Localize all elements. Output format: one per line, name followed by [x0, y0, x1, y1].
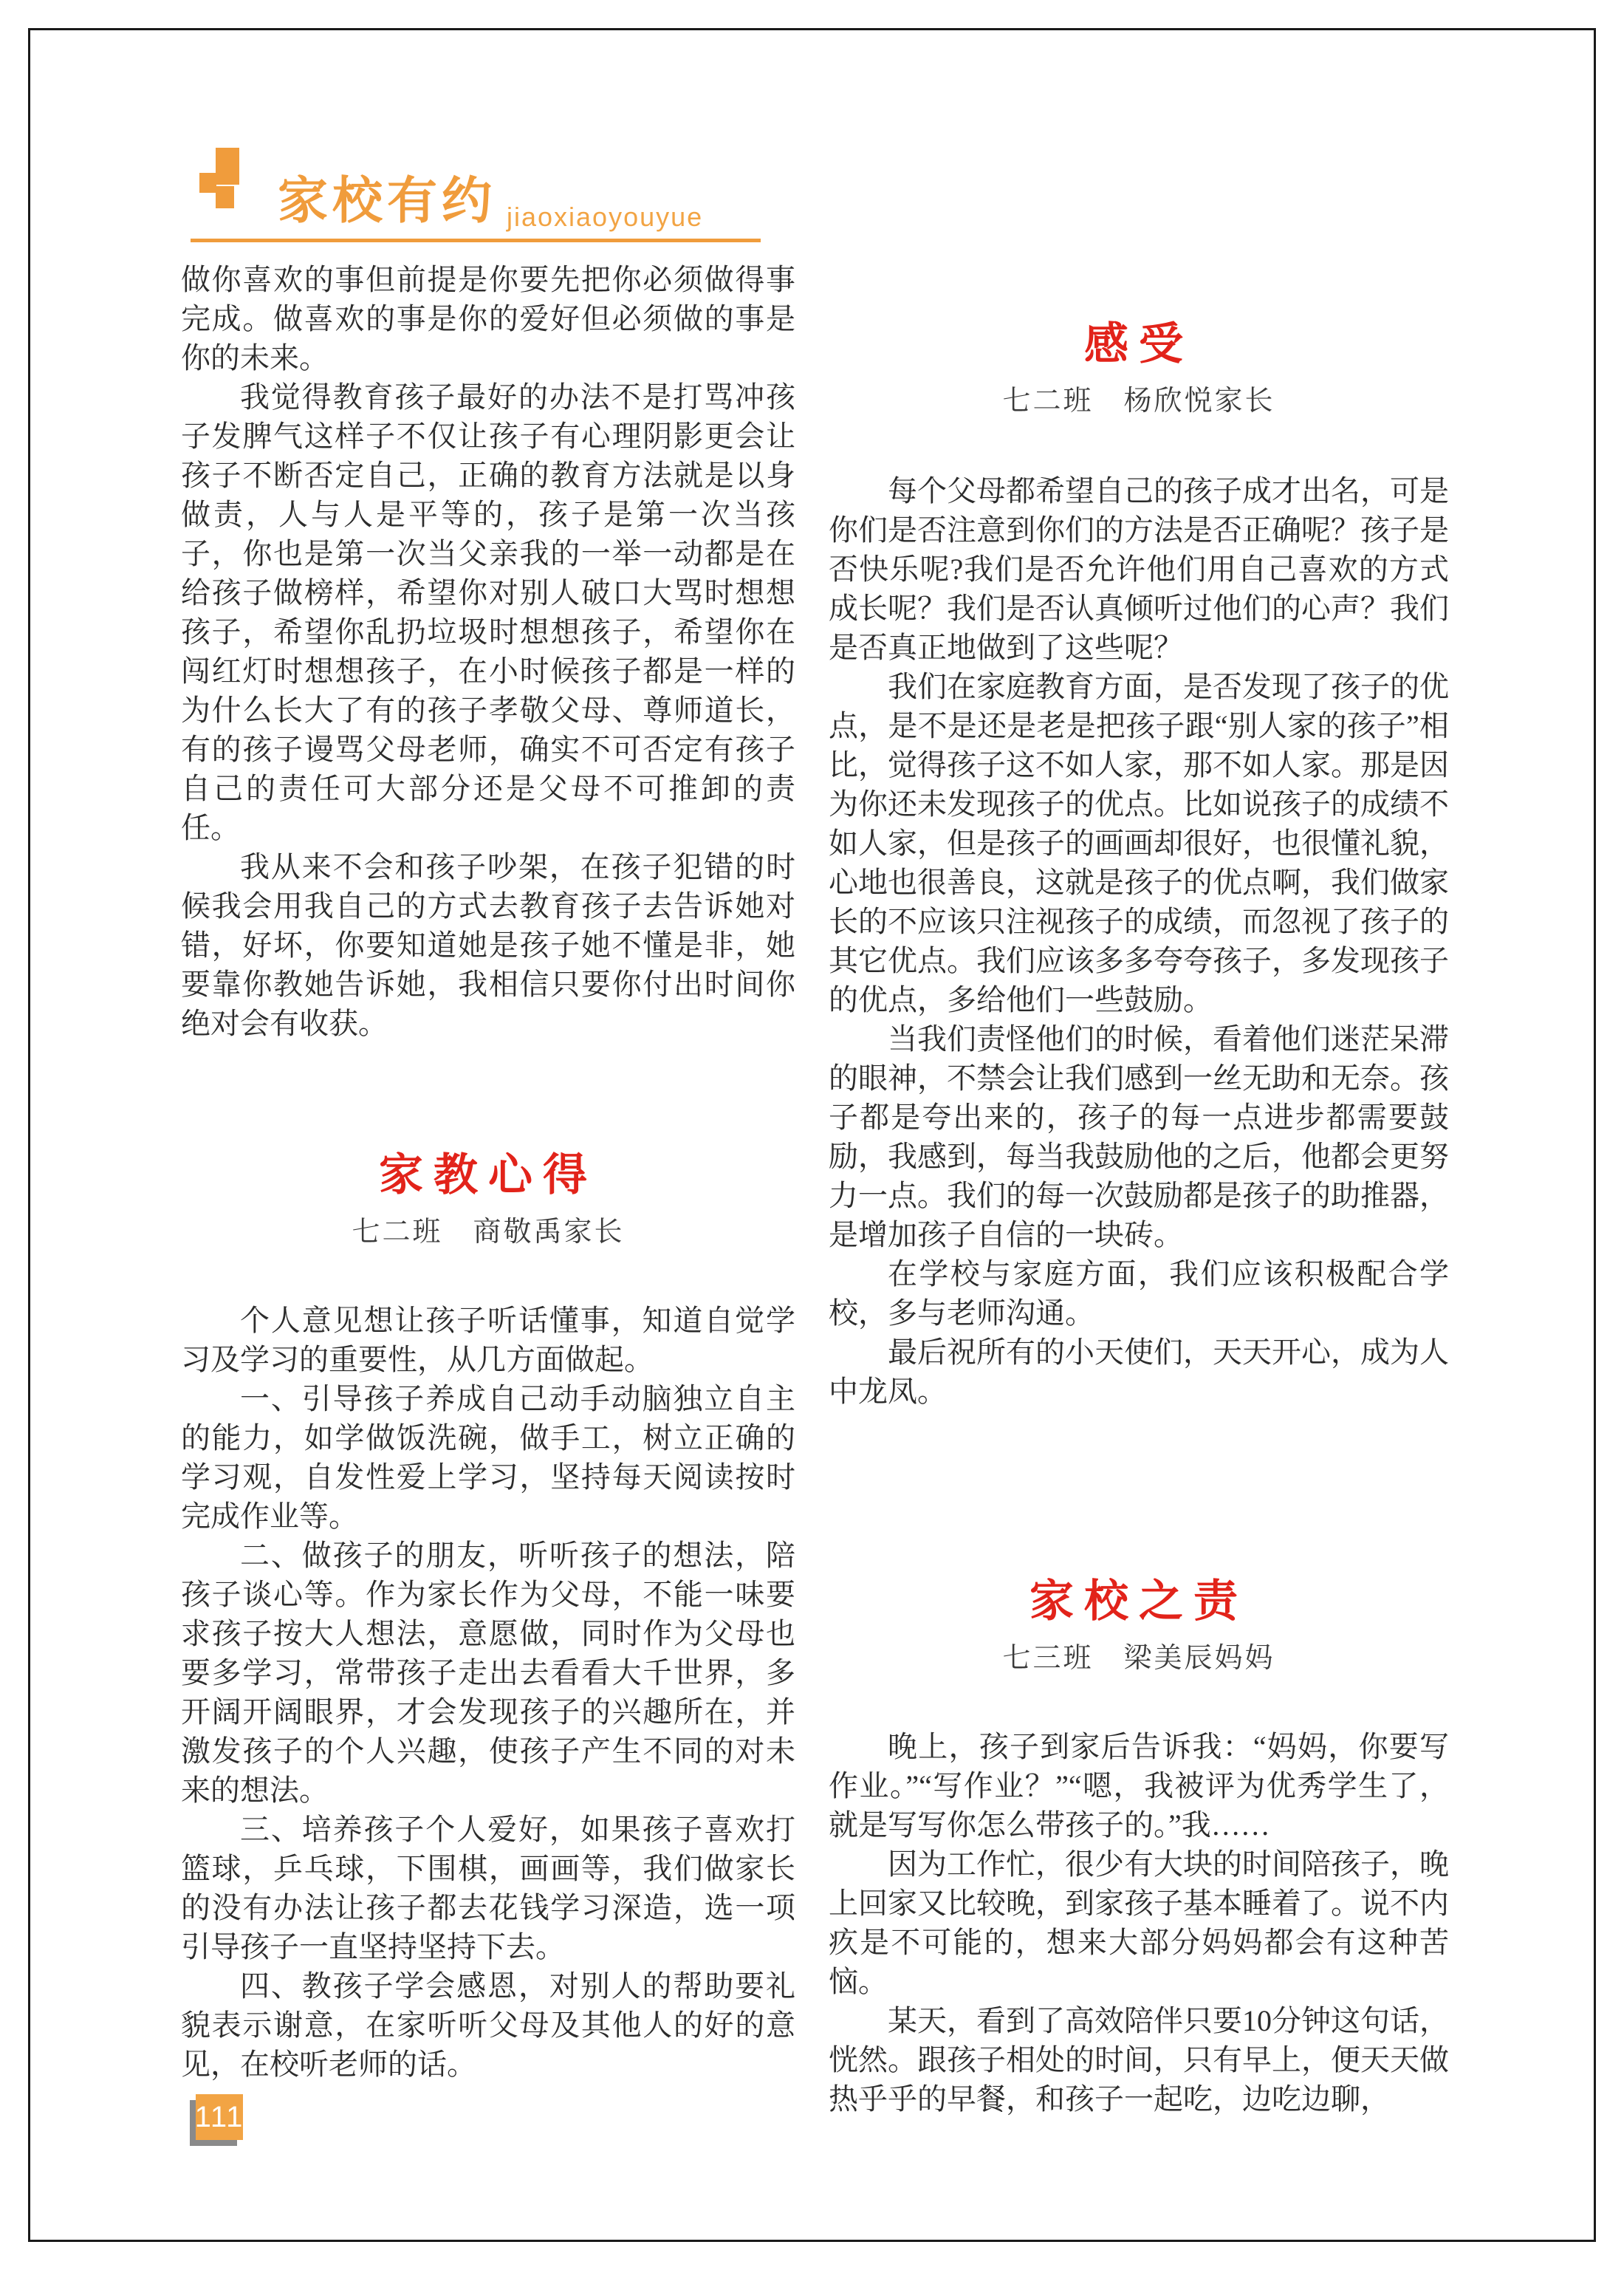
logo-square — [216, 186, 234, 208]
article-title: 家校之责 — [1029, 1577, 1248, 1626]
paragraph: 我从来不会和孩子吵架，在孩子犯错的时候我会用我自己的方式去教育孩子去告诉她对错，好坏，你要知道她是孩子她不懂是非，她要靠你教她告诉她，我相信只要你付出时间你绝对会有收获。 — [181, 850, 795, 1040]
paragraph: 晚上，孩子到家后告诉我：“妈妈，你要写作业。”“写作业？”“嗯，我被评为优秀学生了，就是写写你怎么带孩子的。”我…… — [829, 1730, 1449, 1842]
page-number: 111 — [194, 2100, 244, 2133]
page-title-pinyin: jiaoxiaoyouyue — [507, 202, 704, 232]
paragraph: 最后祝所有的小天使们，天天开心，成为人中龙凤。 — [829, 1336, 1449, 1408]
article-title: 家教心得 — [379, 1151, 597, 1200]
left-column — [181, 260, 795, 2084]
paragraph: 一、引导孩子养成自己动手动脑独立自主的能力，如学做饭洗碗，做手工，树立正确的学习观，自发性爱上学习，坚持每天阅读按时完成作业等。 — [181, 1382, 795, 1533]
paragraph: 因为工作忙，很少有大块的时间陪孩子，晚上回家又比较晚，到家孩子基本睡着了。说不内疚是不可能的，想来大部分妈妈都会有这种苦恼。 — [829, 1847, 1449, 1998]
logo-square — [199, 173, 216, 193]
article-header — [829, 318, 1449, 418]
article-title: 感受 — [1084, 320, 1193, 369]
paragraph: 二、做孩子的朋友，听听孩子的想法，陪孩子谈心等。作为家长作为父母，不能一味要求孩子按大人想法，意愿做，同时作为父母也要多学习，常带孩子走出去看看大千世界，多开阔开阔眼界，才会发现孩子的兴趣所在，并激发孩子的个人兴趣，使孩子产生不同的对未来的想法。 — [181, 1539, 795, 1807]
article-header — [829, 1575, 1449, 1675]
article-header — [181, 1149, 795, 1249]
right-column — [829, 309, 1449, 2119]
paragraph: 每个父母都希望自己的孩子成才出名，可是你们是否注意到你们的方法是否正确呢？孩子是否快乐呢?我们是否允许他们用自己喜欢的方式成长呢？我们是否认真倾听过他们的心声？我们是否真正地做到了这些呢？ — [829, 474, 1449, 664]
logo-square — [216, 148, 239, 185]
paragraph: 四、教孩子学会感恩，对别人的帮助要礼貌表示谢意，在家听听父母及其他人的好的意见，在校听老师的话。 — [181, 1969, 795, 2081]
paragraph: 三、培养孩子个人爱好，如果孩子喜欢打篮球，乒乓球，下围棋，画画等，我们做家长的没有办法让孩子都去花钱学习深造，选一项引导孩子一直坚持坚持下去。 — [181, 1813, 795, 1963]
paragraph: 某天，看到了高效陪伴只要10分钟这句话，恍然。跟孩子相处的时间，只有早上，便天天做热乎乎的早餐，和孩子一起吃，边吃边聊， — [829, 2004, 1449, 2116]
paragraph: 个人意见想让孩子听话懂事，知道自觉学习及学习的重要性，从几方面做起。 — [181, 1304, 795, 1376]
paragraph: 在学校与家庭方面，我们应该积极配合学校，多与老师沟通。 — [829, 1257, 1449, 1330]
header-underline — [191, 239, 761, 242]
page-number-badge — [196, 2094, 243, 2140]
orange-squares-logo-icon — [199, 148, 241, 225]
paragraph: 我觉得教育孩子最好的办法不是打骂冲孩子发脾气这样子不仅让孩子有心理阴影更会让孩子不断否定自己，正确的教育方法就是以身做责，人与人是平等的，孩子是第一次当孩子，你也是第一次当父亲我的一举一动都是在给孩子做榜样，希望你对别人破口大骂时想想孩子，希望你乱扔垃圾时想想孩子，希望你在闯红灯时想想孩子，在小时候孩子都是一样的为什么长大了有的孩子孝敬父母、尊师道长，有的孩子谩骂父母老师，确实不可否定有孩子自己的责任可大部分还是父母不可推卸的责任。 — [181, 380, 795, 844]
paragraph: 做你喜欢的事但前提是你要先把你必须做得事完成。做喜欢的事是你的爱好但必须做的事是你的未来。 — [181, 263, 795, 375]
article-author: 七二班 杨欣悦家长 — [1002, 386, 1275, 417]
article-author: 七三班 梁美辰妈妈 — [1002, 1643, 1275, 1674]
paragraph: 当我们责怪他们的时候，看着他们迷茫呆滞的眼神，不禁会让我们感到一丝无助和无奈。孩子都是夸出来的，孩子的每一点进步都需要鼓励，我感到，每当我鼓励他的之后，他都会更努力一点。我们的每一次鼓励都是孩子的助推器，是增加孩子自信的一块砖。 — [829, 1022, 1449, 1251]
article-author: 七二班 商敬禹家长 — [352, 1217, 625, 1248]
page-title: 家校有约 — [278, 173, 497, 229]
paragraph: 我们在家庭教育方面，是否发现了孩子的优点，是不是还是老是把孩子跟“别人家的孩子”相比，觉得孩子这不如人家，那不如人家。那是因为你还未发现孩子的优点。比如说孩子的成绩不如人家，但是孩子的画画却很好，也很懂礼貌，心地也很善良，这就是孩子的优点啊，我们做家长的不应该只注视孩子的成绩，而忽视了孩子的其它优点。我们应该多多夸夸孩子，多发现孩子的优点，多给他们一些鼓励。 — [829, 670, 1449, 1016]
